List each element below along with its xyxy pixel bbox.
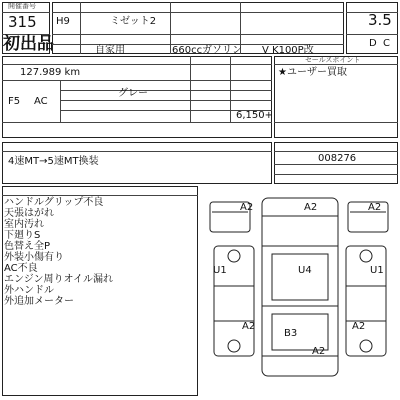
damage-mark: U4 <box>298 265 312 276</box>
price: 6,150+ <box>236 110 274 121</box>
remark-line: 下廻りS <box>4 230 41 241</box>
sales-point-text: ★ユーザー買取 <box>278 67 347 78</box>
shift-type: F5 <box>8 96 21 107</box>
remark-line: 外装小傷有り <box>4 252 64 263</box>
damage-mark: B3 <box>284 328 298 339</box>
damage-mark: A2 <box>352 321 366 332</box>
first-listing-badge: 初出品 <box>3 34 54 54</box>
body-type: 自家用 <box>95 45 125 56</box>
displacement: 660cc <box>172 45 203 56</box>
lot-number: 315 <box>8 13 37 31</box>
model-name: ミゼット2 <box>110 16 157 27</box>
remark-line: 外追加メーター <box>4 296 74 307</box>
lot-label: 開催番号 <box>8 2 36 10</box>
sales-point-label: セールスポイント <box>305 56 361 64</box>
damage-mark: A2 <box>368 202 382 213</box>
exterior-grade: C <box>383 38 390 49</box>
damage-mark: U1 <box>213 265 227 276</box>
equipment-text: 4速MT→5速MT換装 <box>8 156 99 167</box>
auction-score: 3.5 <box>368 11 392 29</box>
model-year: H9 <box>56 16 70 27</box>
remark-line: エンジン周りオイル漏れ <box>4 274 113 285</box>
damage-mark: A2 <box>240 202 254 213</box>
fuel-type: ガソリン <box>202 45 242 56</box>
damage-mark: A2 <box>304 202 318 213</box>
inspection-number: 008276 <box>318 153 357 164</box>
remark-line: 室内汚れ <box>4 219 44 230</box>
damage-mark: U1 <box>370 265 384 276</box>
remark-line: 天張はがれ <box>4 208 54 219</box>
remark-line: AC不良 <box>4 263 38 274</box>
ac-equipment: AC <box>34 96 48 107</box>
remarks-list <box>4 197 196 307</box>
remark-line: 色替え全P <box>4 241 51 252</box>
remark-line: 外ハンドル <box>4 285 54 296</box>
interior-grade: D <box>369 38 377 49</box>
model-code: V K100P改 <box>262 45 314 56</box>
damage-mark: A2 <box>312 346 326 357</box>
damage-mark: A2 <box>242 321 256 332</box>
body-color: グレー <box>118 88 148 99</box>
car-diagram <box>200 186 398 396</box>
remark-line: ハンドルグリップ不良 <box>4 197 104 208</box>
mileage: 127.989 km <box>20 67 81 78</box>
